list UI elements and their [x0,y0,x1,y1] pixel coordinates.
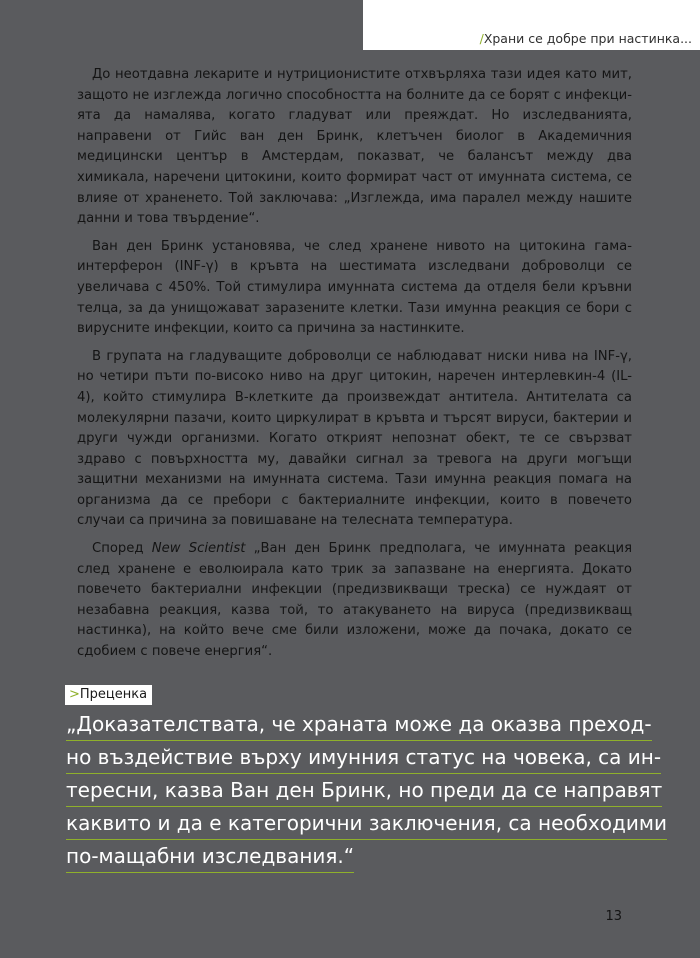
assessment-marker: > [69,687,80,702]
running-header-text [480,31,692,46]
paragraph-4-prefix: Според [92,541,152,557]
paragraph-3: В групата на гладуващите доброволци се наблюдават ниски нива на INF-γ, но четири пъти по-високо ниво на друг цитокин, наречен интерлевкин-4 (IL-4), който стимулира В-клетките да произвеждат антитела. Антителата са молекулярни пазачи, които циркулират в кръвта и търсят вируси, бактерии и други чужди организми. Когато открият непознат обект, те се свързват здраво с повърхността му, давайки сигнал за тревога на други могъщи защитни механизми на имунната система. Тази имунна реакция помага на организма да се пребори с бактериалните инфекции, които в повечето случаи са причина за повишаване на телесната температура. [77,348,632,529]
running-header [363,0,700,50]
quote-line: каквито и да е категорични заключения, са необходими [66,808,667,840]
header-slash: / [479,31,484,46]
assessment-label [65,685,152,705]
page-number: 13 [605,909,622,924]
header-title: Храни се добре при настинка... [483,31,692,46]
paragraph-4-text: „Ван ден Бринк предполага, че имунната реакция след хранене е еволюирала като трик за запазване на енергията. Докато повечето бактериални инфекции (предизвикващи треска) се нуждаят от незабавна реакция, казва той, то атакуването на вируса (предизвикващ настинка), на който вече сме били изложени, може да почака, докато се сдобием с повече енергия“. [77,541,633,660]
quote-line: по-мащабни изследвания.“ [66,841,354,873]
quote-line: тересни, казва Ван ден Бринк, но преди да се направят [66,775,662,807]
article-body [77,65,632,670]
quote-line: „Доказателствата, че храната може да оказва преход- [66,709,652,741]
assessment-quote [66,709,667,874]
assessment-label-text: Преценка [79,687,148,702]
paragraph-4 [77,539,632,663]
quote-line: но въздействие върху имунния статус на човека, са ин- [66,742,661,774]
paragraph-1: До неотдавна лекарите и нутриционистите отхвърляха тази идея като мит, защото не изглежда логично способността на болните да се борят с инфекци-ята да намалява, когато гладуват или преяждат. Но изследванията, направени от Гийс ван ден Бринк, клетъчен биолог в Академичния медицински център в Амстердам, показват, че балансът между два химикала, наречени цитокини, които формират част от имунната система, се влияе от храненето. Той заключава: „Изглежда, има паралел между нашите данни и това твърдение“. [77,67,632,227]
source-name: New Scientist [151,541,246,557]
paragraph-2: Ван ден Бринк установява, че след хранене нивото на цитокина гама-интерферон (INF-γ) в кръвта на шестимата изследвани доброволци се увеличава с 450%. Той стимулира имунната система да отделя бели кръвни телца, за да унищожават заразените клетки. Тази имунна реакция се бори с вирусните инфекции, които са причина за настинките. [77,238,632,337]
